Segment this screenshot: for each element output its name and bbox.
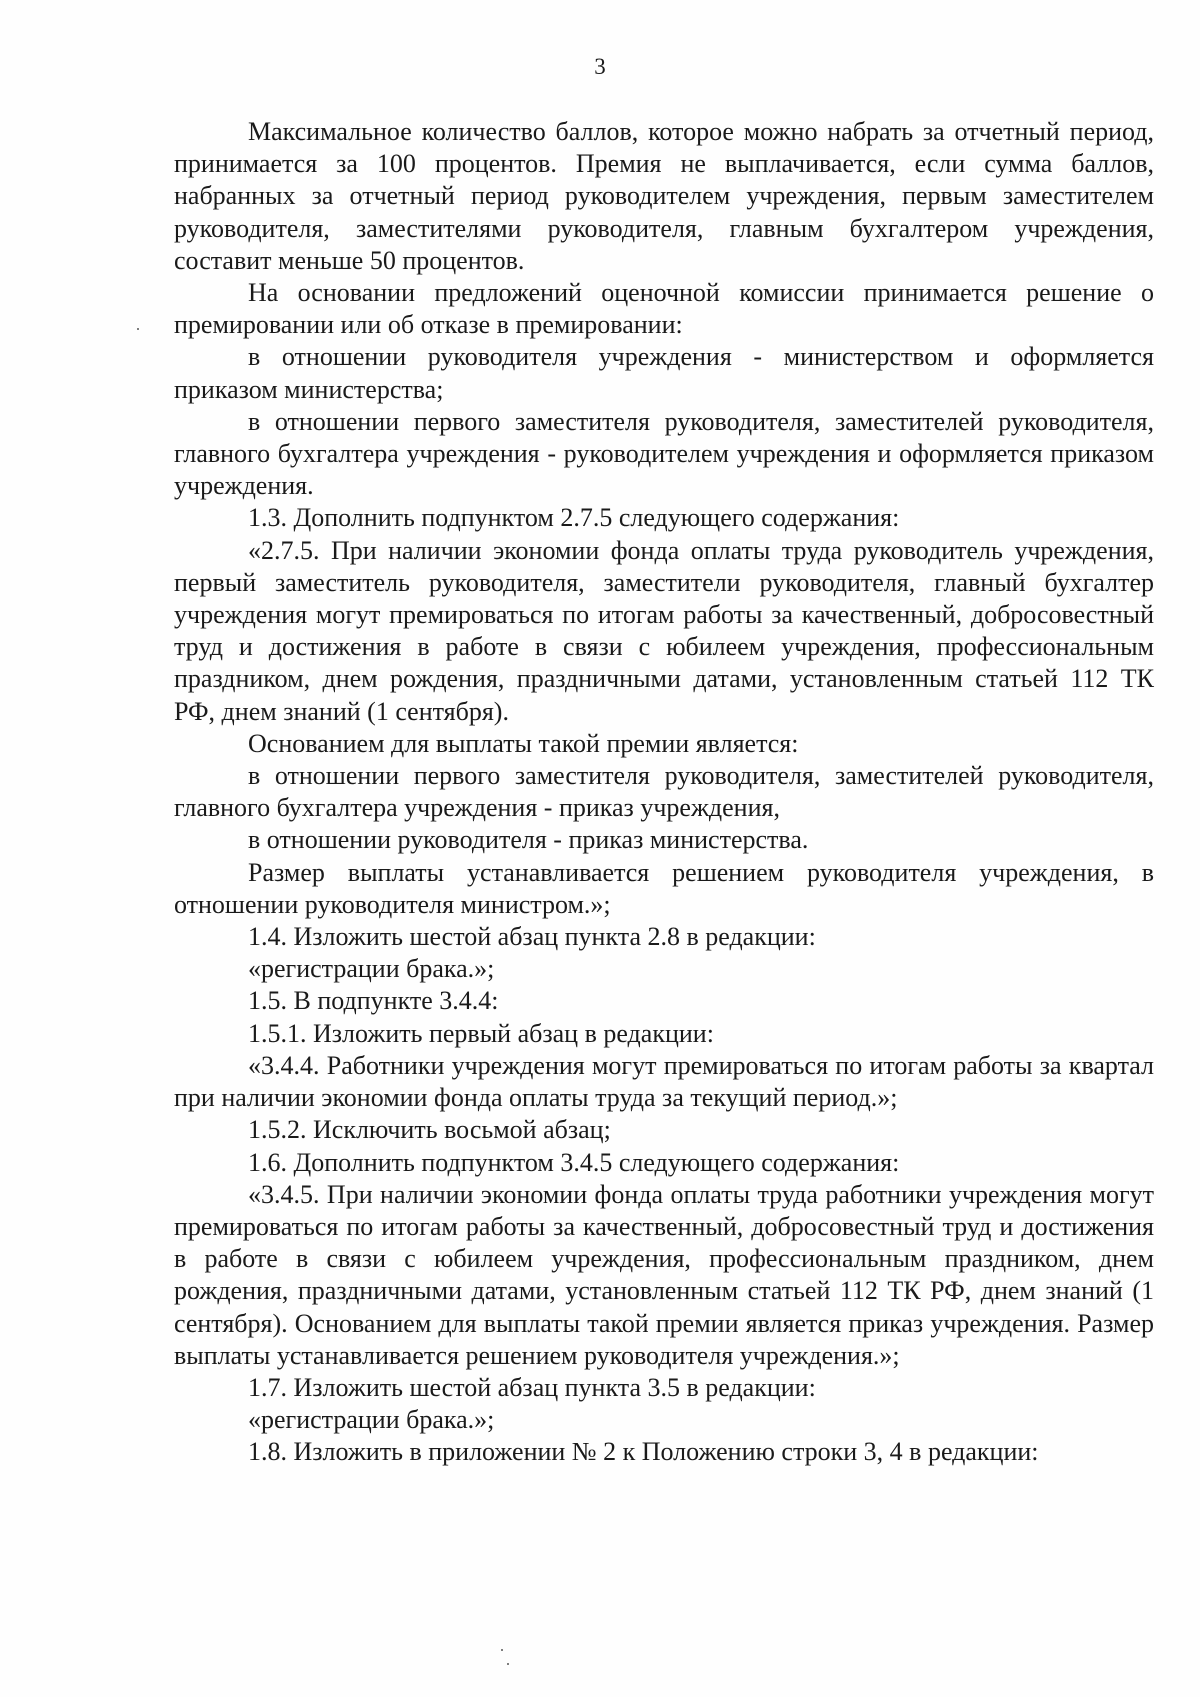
paragraph: Размер выплаты устанавливается решением руководителя учреждения, в отношении руководителя министром.»; (174, 857, 1154, 919)
paragraph: 1.4. Изложить шестой абзац пункта 2.8 в редакции: (248, 922, 816, 952)
paragraph: «регистрации брака.»; (248, 954, 495, 984)
page-number: 3 (594, 54, 606, 79)
paragraph: в отношении руководителя учреждения - министерством и оформляется приказом министерства; (174, 342, 1154, 404)
document-body (174, 116, 1154, 1469)
paragraph: На основании предложений оценочной комиссии принимается решение о премировании или об отказе в премировании: (174, 278, 1154, 340)
paragraph: в отношении первого заместителя руководителя, заместителей руководителя, главного бухгалтера учреждения - руководителем учреждения и оформляется приказом учреждения. (174, 406, 1154, 501)
paragraph: Основанием для выплаты такой премии является: (248, 728, 799, 758)
scan-speck (137, 328, 139, 330)
paragraph: в отношении руководителя - приказ министерства. (248, 825, 809, 855)
paragraph: «3.4.4. Работники учреждения могут премироваться по итогам работы за квартал при наличии экономии фонда оплаты труда за текущий период.»; (174, 1050, 1154, 1113)
paragraph: 1.6. Дополнить подпунктом 3.4.5 следующего содержания: (248, 1147, 900, 1177)
paragraph: Максимальное количество баллов, которое можно набрать за отчетный период, принимается за 100 процентов. Премия не выплачивается, если сумма баллов, набранных за отчетный период руководителем учреждения, первым заместителем руководителя, заместителями руководителя, главным бухгалтером учреждения, составит меньше 50 процентов. (174, 117, 1154, 275)
paragraph: 1.5. В подпункте 3.4.4: (248, 986, 499, 1016)
paragraph: 1.7. Изложить шестой абзац пункта 3.5 в редакции: (248, 1372, 816, 1402)
paragraph: «2.7.5. При наличии экономии фонда оплаты труда руководитель учреждения, первый заместитель руководителя, заместители руководителя, главный бухгалтер учреждения могут премироваться по итогам работы за качественный, добросовестный труд и достижения в работе в связи с юбилеем учреждения, профессиональным праздником, днем рождения, праздничными датами, установленным статьей 112 ТК РФ, днем знаний (1 сентября). (174, 535, 1154, 726)
scan-speck (501, 1649, 503, 1651)
paragraph: в отношении первого заместителя руководителя, заместителей руководителя, главного бухгалтера учреждения - приказ учреждения, (174, 761, 1154, 823)
paragraph: 1.8. Изложить в приложении № 2 к Положению строки 3, 4 в редакции: (248, 1437, 1039, 1467)
paragraph: «регистрации брака.»; (248, 1405, 495, 1435)
paragraph: 1.3. Дополнить подпунктом 2.7.5 следующего содержания: (248, 503, 900, 533)
paragraph: 1.5.2. Исключить восьмой абзац; (248, 1115, 611, 1145)
paragraph: «3.4.5. При наличии экономии фонда оплаты труда работники учреждения могут премироваться по итогам работы за качественный, добросовестный труд и достижения в работе в связи с юбилеем учреждения, профессиональным праздником, днем рождения, праздничными датами, установленным статьей 112 ТК РФ, днем знаний (1 сентября). Основанием для выплаты такой премии является приказ учреждения. Размер выплаты устанавливается решением руководителя учреждения.»; (174, 1179, 1154, 1370)
paragraph: 1.5.1. Изложить первый абзац в редакции: (248, 1018, 714, 1048)
scan-speck (507, 1663, 509, 1665)
